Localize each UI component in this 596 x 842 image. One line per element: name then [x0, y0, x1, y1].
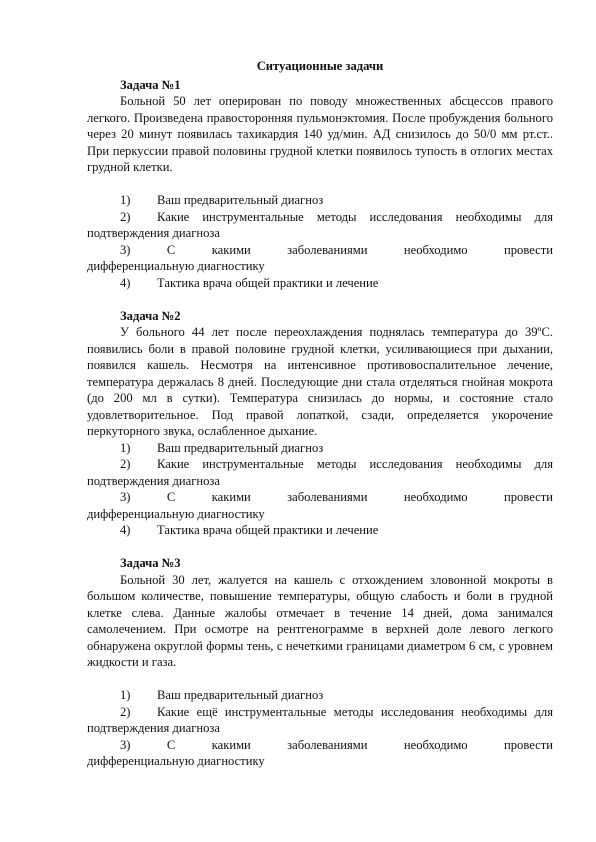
- question-word: необходимо: [403, 737, 468, 752]
- question-number: 2): [120, 457, 131, 471]
- task-1-text: Больной 50 лет оперирован по поводу множественных абсцессов правого легкого. Произведена правосторонняя пульмонэктомия. После пробуждения больного через 20 минут появилась тахикардия 140 уд/мин. АД снизилось до 50/0 мм рт.ст.. При перкуссии правой половины грудной клетки появилось тупость в отлогих местах грудной клетки.: [87, 94, 553, 174]
- task-3: [87, 555, 553, 770]
- question-word: С: [166, 242, 176, 257]
- question-word: заболеваниями: [287, 490, 368, 504]
- task-2-text: У больного 44 лет после переохлаждения поднялась температура до 39ºС. появились боли в правой половине грудной клетки, усиливающиеся при дыхании, появился кашель. Несмотря на интенсивное противовоспалительное лечение, температура держалась 8 дней. Последующие дни стала отделяться гнойная мокрота (до 200 мл в сутки). Температура снизилась до нормы, и состояние стало удовлетворительное. Под правой лопаткой, сзади, определяется укорочение перкуторного звука, ослабленное дыхание.: [87, 325, 553, 438]
- question-word: необходимо: [403, 490, 468, 504]
- question-word: С: [166, 490, 176, 504]
- question-text: Какие ещё инструментальные методы исследования необходимы для подтверждения диагноза: [87, 704, 553, 735]
- task-1: [87, 77, 553, 292]
- question-word: провести: [504, 242, 553, 257]
- task-3-title: Задача №3: [120, 556, 181, 570]
- question-text: Тактика врача общей практики и лечение: [157, 523, 379, 537]
- task-1-title: Задача №1: [120, 77, 181, 92]
- question-text: Ваш предварительный диагноз: [157, 440, 324, 455]
- question-continuation: дифференциальную диагностику: [87, 259, 265, 273]
- question-word: С: [166, 737, 176, 752]
- question-number: 4): [120, 275, 131, 290]
- question-word: 3): [120, 737, 131, 752]
- question-word: 3): [120, 242, 131, 257]
- question-text: Ваш предварительный диагноз: [157, 688, 324, 702]
- question-text: Тактика врача общей практики и лечение: [157, 275, 379, 290]
- question-text: Какие инструментальные методы исследования необходимы для подтверждения диагноза: [87, 457, 553, 488]
- question-number: 4): [120, 523, 131, 537]
- task-1-question-2: [87, 209, 553, 242]
- question-word: провести: [504, 490, 553, 504]
- document-content: [87, 58, 553, 770]
- question-word: какими: [211, 490, 251, 504]
- question-continuation: дифференциальную диагностику: [87, 506, 265, 521]
- task-3-question-1: [87, 687, 553, 704]
- document-title: Ситуационные задачи: [256, 59, 384, 73]
- task-3-question-2: [87, 704, 553, 737]
- task-3-text: Больной 30 лет, жалуется на кашель с отхождением зловонной мокроты в большом количестве, повышение температуры, общую слабость и боли в грудной клетке слева. Данные жалобы отмечает в течение 14 дней, дома занимался самолечением. При осмотре на рентгенограмме в верхней доле левого легкого обнаружена округлой формы тень, с нечеткими границами диаметром 6 см, с уровнем жидкости и газа.: [87, 572, 553, 669]
- question-word: какими: [211, 737, 251, 752]
- task-2-question-2: [87, 456, 553, 489]
- question-continuation: дифференциальную диагностику: [87, 754, 265, 768]
- question-word: 3): [120, 490, 131, 504]
- task-1-question-4: [87, 275, 553, 292]
- question-word: заболеваниями: [287, 242, 368, 257]
- task-2-question-4: [87, 522, 553, 539]
- question-word: провести: [504, 737, 553, 752]
- task-2-question-1: [87, 440, 553, 457]
- task-2: [87, 308, 553, 539]
- question-text: Какие инструментальные методы исследования необходимы для подтверждения диагноза: [87, 209, 553, 240]
- question-word: заболеваниями: [287, 737, 368, 752]
- task-2-title: Задача №2: [120, 308, 181, 323]
- question-word: какими: [211, 242, 251, 257]
- task-1-question-3: [87, 242, 553, 275]
- question-number: 2): [120, 704, 131, 719]
- task-1-question-1: [87, 192, 553, 209]
- question-number: 1): [120, 688, 131, 702]
- task-2-question-3: [87, 489, 553, 522]
- task-3-question-3: [87, 737, 553, 770]
- question-number: 2): [120, 209, 131, 224]
- question-number: 1): [120, 193, 131, 207]
- question-word: необходимо: [403, 242, 468, 257]
- question-text: Ваш предварительный диагноз: [157, 193, 324, 207]
- question-number: 1): [120, 440, 131, 455]
